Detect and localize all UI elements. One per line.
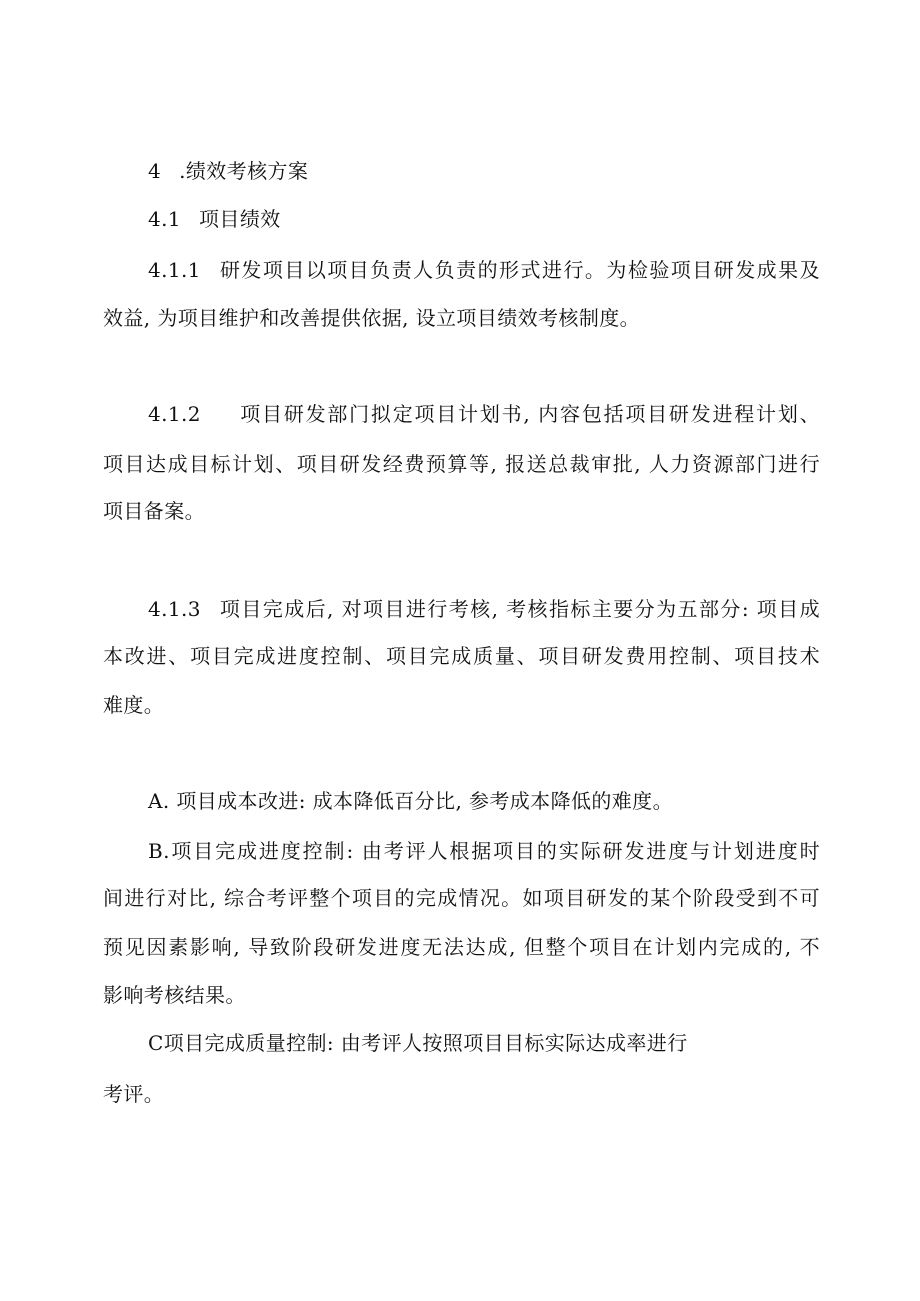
list-item-c-line-2: 考评。	[103, 1082, 165, 1106]
section-title: .绩效考核方案	[179, 159, 309, 183]
paragraph-text: 项目完成后, 对项目进行考核, 考核指标主要分为五部分: 项目成	[218, 597, 820, 621]
paragraph-number: 4.1.3	[148, 597, 201, 621]
paragraph-text: 研发项目以项目负责人负责的形式进行。为检验项目研发成果及	[218, 258, 820, 282]
list-item-b-line-4: 影响考核结果。	[103, 983, 246, 1007]
list-item-b-line-3: 预见因素影响, 导致阶段研发进度无法达成, 但整个项目在计划内完成的, 不	[103, 935, 820, 959]
section-title: 项目绩效	[199, 207, 281, 231]
paragraph-4-1-3-line-1	[148, 596, 820, 622]
section-number: 4.1	[148, 207, 182, 231]
section-heading-4-1	[148, 206, 823, 232]
paragraph-number: 4.1.2	[148, 402, 201, 426]
paragraph-4-1-1-line-2: 效益, 为项目维护和改善提供依据, 设立项目绩效考核制度。	[103, 306, 641, 330]
list-item-b-line-1: B.项目完成进度控制: 由考评人根据项目的实际研发进度与计划进度时	[148, 839, 820, 863]
paragraph-4-1-2-line-1	[148, 401, 820, 427]
paragraph-4-1-3-line-2: 本改进、项目完成进度控制、项目完成质量、项目研发费用控制、项目技术	[103, 644, 820, 668]
paragraph-4-1-2-line-3: 项目备案。	[103, 499, 205, 523]
paragraph-text: 项目研发部门拟定项目计划书, 内容包括项目研发进程计划、	[238, 402, 820, 426]
paragraph-4-1-1-line-1	[148, 257, 820, 283]
paragraph-number: 4.1.1	[148, 258, 201, 282]
paragraph-4-1-3-line-3: 难度。	[103, 693, 165, 717]
list-item-a: A. 项目成本改进: 成本降低百分比, 参考成本降低的难度。	[148, 789, 673, 813]
paragraph-4-1-2-line-2: 项目达成目标计划、项目研发经费预算等, 报送总裁审批, 人力资源部门进行	[103, 452, 820, 476]
list-item-c-line-1: C项目完成质量控制: 由考评人按照项目目标实际达成率进行	[148, 1031, 688, 1055]
section-number: 4	[148, 159, 162, 183]
section-heading-4	[148, 158, 823, 184]
list-item-b-line-2: 间进行对比, 综合考评整个项目的完成情况。如项目研发的某个阶段受到不可	[103, 886, 820, 910]
